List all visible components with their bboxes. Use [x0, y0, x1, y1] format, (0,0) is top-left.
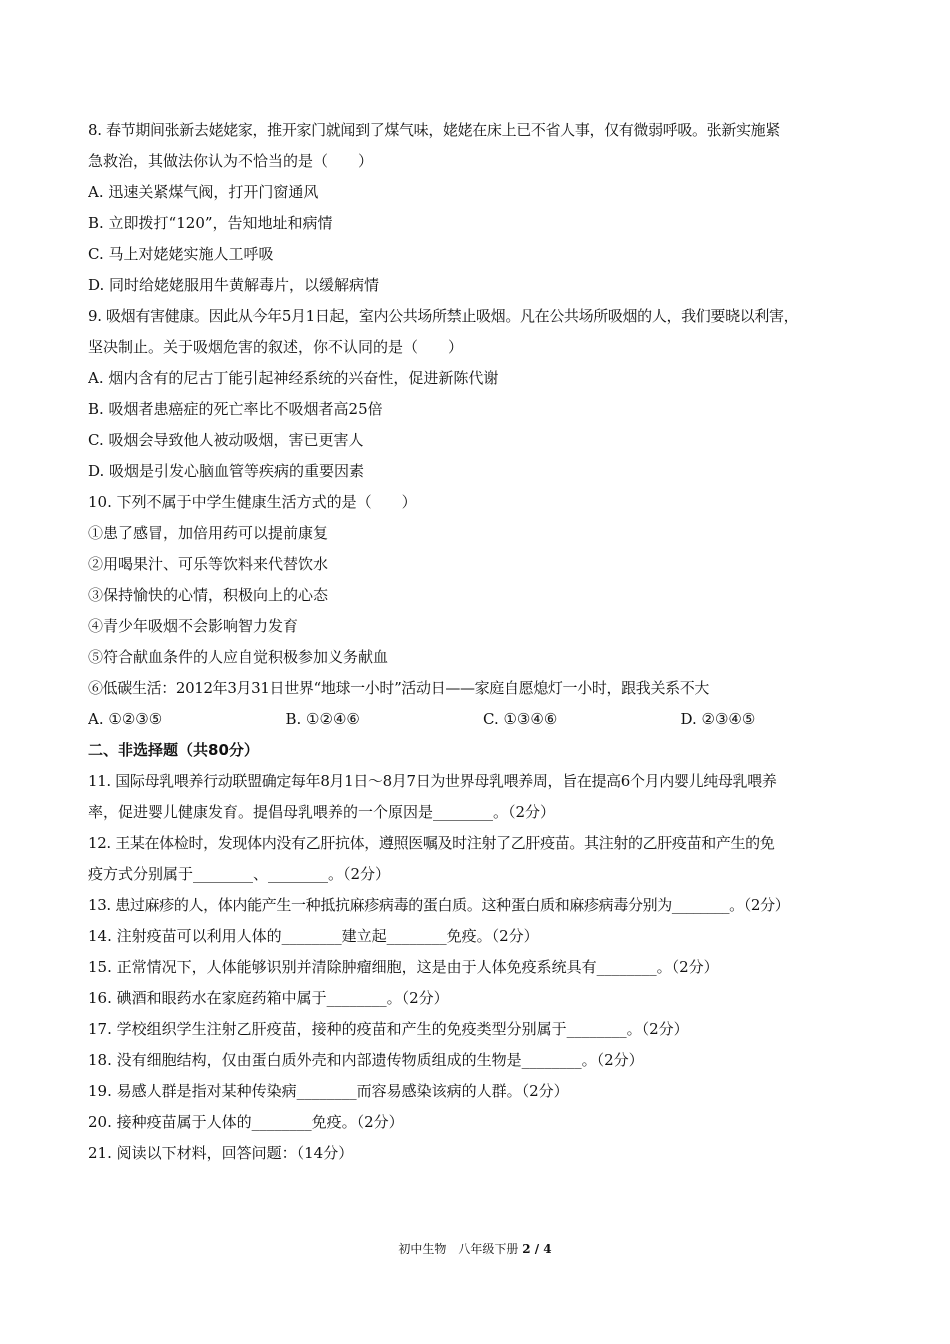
q8-stem-line1: 8. 春节期间张新去姥姥家，推开家门就闻到了煤气味，姥姥在床上已不省人事，仅有微弱呼吸。张新实施紧 — [88, 121, 780, 139]
q10-item-5: ⑤符合献血条件的人应自觉积极参加义务献血 — [88, 648, 389, 666]
q9-option-c: C. 吸烟会导致他人被动吸烟，害已更害人 — [88, 431, 364, 449]
q8-option-d: D. 同时给姥姥服用牛黄解毒片，以缓解病情 — [88, 276, 380, 294]
q11-line2: 率，促进婴儿健康发育。提倡母乳喂养的一个原因是________。（2分） — [88, 803, 556, 821]
q13: 13. 患过麻疹的人，体内能产生一种抵抗麻疹病毒的蛋白质。这种蛋白质和麻疹病毒分别为________。（2分） — [88, 896, 790, 914]
q18: 18. 没有细胞结构，仅由蛋白质外壳和内部遗传物质组成的生物是________。（2分） — [88, 1051, 644, 1069]
q10-options — [88, 704, 878, 735]
q10-item-1: ①患了感冒，加倍用药可以提前康复 — [88, 524, 329, 542]
q12-line1: 12. 王某在体检时，发现体内没有乙肝抗体，遵照医嘱及时注射了乙肝疫苗。其注射的乙肝疫苗和产生的免 — [88, 834, 775, 852]
q16: 16. 碘酒和眼药水在家庭药箱中属于________。（2分） — [88, 989, 449, 1007]
exam-page-content — [88, 115, 878, 1169]
q17: 17. 学校组织学生注射乙肝疫苗，接种的疫苗和产生的免疫类型分别属于________。（2分） — [88, 1020, 689, 1038]
q10-item-3: ③保持愉快的心情，积极向上的心态 — [88, 586, 329, 604]
q9-stem-line1: 9. 吸烟有害健康。因此从今年5月1日起，室内公共场所禁止吸烟。凡在公共场所吸烟的人，我们要晓以利害， — [88, 307, 799, 325]
page-footer — [0, 1240, 950, 1257]
q9-stem-line2: 坚决制止。关于吸烟危害的叙述，你不认同的是（ ） — [88, 338, 464, 356]
q8-option-c: C. 马上对姥姥实施人工呼吸 — [88, 245, 274, 263]
q9-option-d: D. 吸烟是引发心脑血管等疾病的重要因素 — [88, 462, 365, 480]
q10-item-2: ②用喝果汁、可乐等饮料来代替饮水 — [88, 555, 329, 573]
q10-item-4: ④青少年吸烟不会影响智力发育 — [88, 617, 299, 635]
q21: 21. 阅读以下材料，回答问题：（14分） — [88, 1144, 354, 1162]
q15: 15. 正常情况下，人体能够识别并清除肿瘤细胞，这是由于人体免疫系统具有________。（2分） — [88, 958, 719, 976]
q20: 20. 接种疫苗属于人体的________免疫。（2分） — [88, 1113, 404, 1131]
q8-option-a: A. 迅速关紧煤气阀，打开门窗通风 — [88, 183, 319, 201]
q9-option-b: B. 吸烟者患癌症的死亡率比不吸烟者高25倍 — [88, 400, 383, 418]
q10-option-a: A. ①②③⑤ — [88, 710, 163, 728]
q19: 19. 易感人群是指对某种传染病________而容易感染该病的人群。（2分） — [88, 1082, 569, 1100]
q14: 14. 注射疫苗可以利用人体的________建立起________免疫。（2分） — [88, 927, 539, 945]
section-heading: 二、非选择题（共80分） — [88, 741, 259, 759]
q10-option-d: D. ②③④⑤ — [680, 710, 756, 728]
page-number: 2 / 4 — [522, 1242, 552, 1256]
q8-option-b: B. 立即拨打“120”，告知地址和病情 — [88, 214, 333, 232]
footer-text: 初中生物 八年级下册 — [398, 1242, 523, 1256]
q8-stem-line2: 急救治，其做法你认为不恰当的是（ ） — [88, 152, 374, 170]
q10-item-6: ⑥低碳生活：2012年3月31日世界“地球一小时”活动日——家庭自愿熄灯一小时，跟我关系不大 — [88, 679, 710, 697]
q11-line1: 11. 国际母乳喂养行动联盟确定每年8月1日～8月7日为世界母乳喂养周，旨在提高6个月内婴儿纯母乳喂养 — [88, 772, 777, 790]
q10-stem: 10. 下列不属于中学生健康生活方式的是（ ） — [88, 493, 417, 511]
q9-option-a: A. 烟内含有的尼古丁能引起神经系统的兴奋性，促进新陈代谢 — [88, 369, 499, 387]
q12-line2: 疫方式分别属于________、________。（2分） — [88, 865, 391, 883]
q10-option-c: C. ①③④⑥ — [483, 710, 558, 728]
q10-option-b: B. ①②④⑥ — [285, 710, 360, 728]
